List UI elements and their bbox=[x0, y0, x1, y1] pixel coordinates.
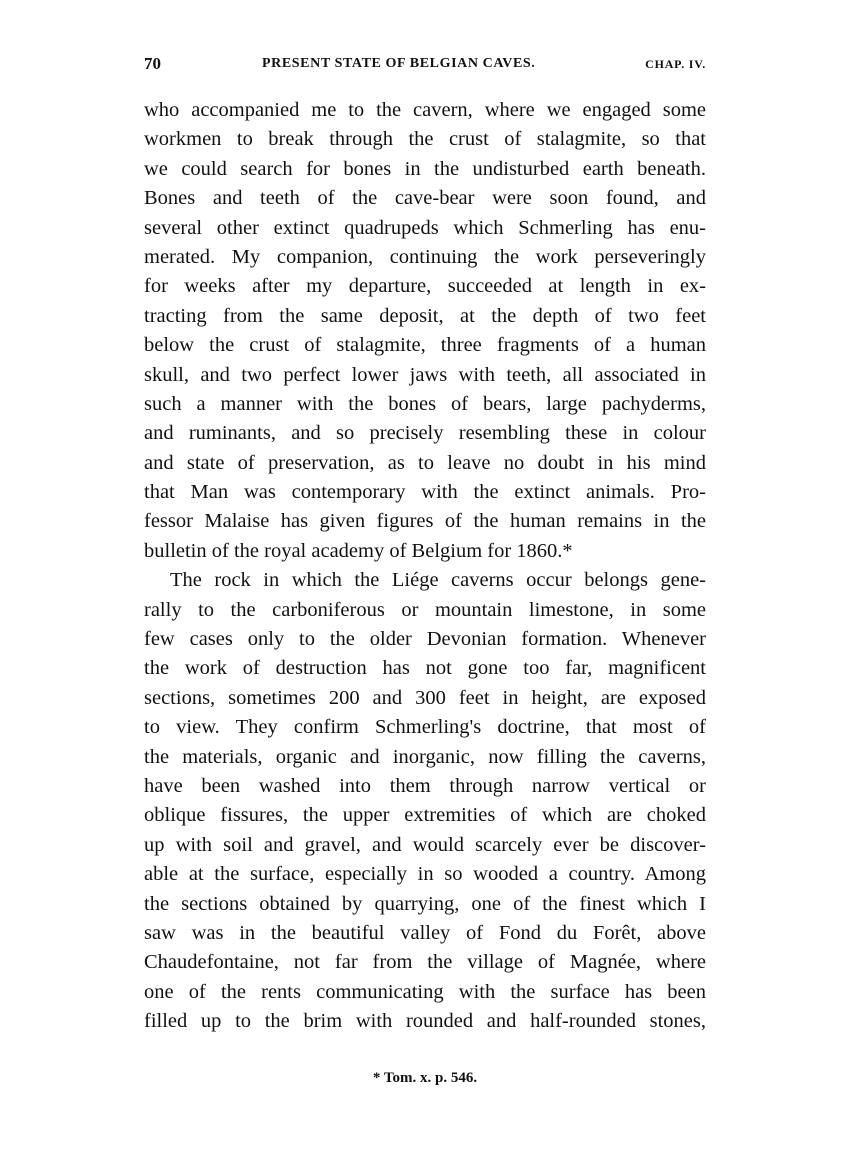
running-title: PRESENT STATE OF BELGIAN CAVES. bbox=[262, 56, 536, 71]
text-line: for weeks after my departure, succeeded at length in ex- bbox=[144, 275, 706, 298]
footnote: * Tom. x. p. 546. bbox=[372, 1070, 478, 1086]
text-line: several other extinct quadrupeds which Schmerling has enu- bbox=[144, 216, 706, 239]
text-line: the work of destruction has not gone too far, magnificent bbox=[144, 657, 706, 680]
text-line: skull, and two perfect lower jaws with teeth, all associated in bbox=[144, 363, 706, 386]
body-text bbox=[144, 96, 706, 1037]
text-line: saw was in the beautiful valley of Fond du Forêt, above bbox=[144, 921, 706, 944]
text-line: rally to the carboniferous or mountain limestone, in some bbox=[144, 598, 706, 621]
text-line: workmen to break through the crust of stalagmite, so that bbox=[144, 128, 706, 151]
text-line: we could search for bones in the undisturbed earth beneath. bbox=[144, 157, 706, 180]
text-line: filled up to the brim with rounded and half-rounded stones, bbox=[144, 1010, 706, 1033]
text-line: such a manner with the bones of bears, large pachyderms, bbox=[144, 392, 706, 415]
text-line: the sections obtained by quarrying, one of the finest which I bbox=[144, 892, 706, 915]
text-line: Bones and teeth of the cave-bear were soon found, and bbox=[144, 187, 706, 210]
text-line: that Man was contemporary with the extinct animals. Pro- bbox=[144, 481, 706, 504]
paragraph-2 bbox=[144, 566, 706, 1036]
text-line: fessor Malaise has given figures of the human remains in the bbox=[144, 510, 706, 533]
text-line: below the crust of stalagmite, three fragments of a human bbox=[144, 334, 706, 357]
text-line: one of the rents communicating with the surface has been bbox=[144, 980, 706, 1003]
text-line: Chaudefontaine, not far from the village of Magnée, where bbox=[144, 951, 706, 974]
text-line: The rock in which the Liége caverns occur belongs gene- bbox=[170, 569, 706, 592]
text-line: who accompanied me to the cavern, where we engaged some bbox=[144, 99, 706, 121]
text-line: and ruminants, and so precisely resembling these in colour bbox=[144, 422, 706, 445]
text-line: able at the surface, especially in so wooded a country. Among bbox=[144, 863, 706, 886]
running-head bbox=[144, 54, 706, 84]
paragraph-1 bbox=[144, 96, 706, 566]
text-line: the materials, organic and inorganic, now filling the caverns, bbox=[144, 745, 706, 768]
text-line: to view. They confirm Schmerling's doctrine, that most of bbox=[144, 716, 706, 739]
text-line: tracting from the same deposit, at the depth of two feet bbox=[144, 304, 706, 327]
text-line: up with soil and gravel, and would scarcely ever be discover- bbox=[144, 833, 706, 856]
text-line: few cases only to the older Devonian formation. Whenever bbox=[144, 628, 706, 651]
page-number: 70 bbox=[144, 54, 161, 73]
text-line: oblique fissures, the upper extremities of which are choked bbox=[144, 804, 706, 827]
text-line: bulletin of the royal academy of Belgium for 1860.* bbox=[144, 539, 573, 562]
chapter-label: CHAP. IV. bbox=[645, 57, 706, 71]
text-line: merated. My companion, continuing the work perseveringly bbox=[144, 245, 706, 268]
text-line: and state of preservation, as to leave no doubt in his mind bbox=[144, 451, 706, 474]
text-line: sections, sometimes 200 and 300 feet in height, are exposed bbox=[144, 686, 706, 709]
text-line: have been washed into them through narrow vertical or bbox=[144, 774, 706, 797]
